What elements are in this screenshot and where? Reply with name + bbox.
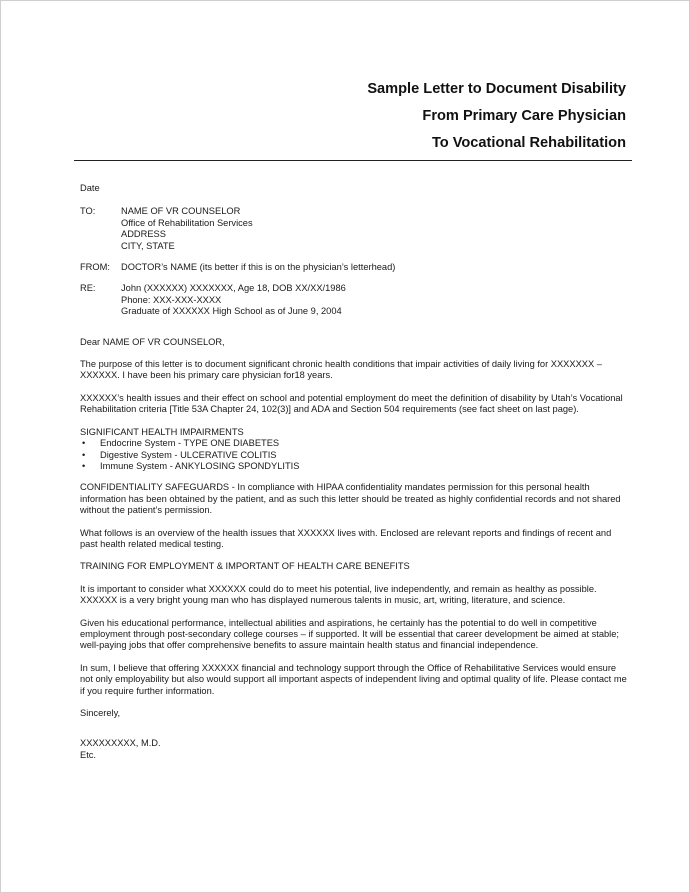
letter-title [367, 76, 626, 157]
given-paragraph: Given his educational performance, intellectual abilities and aspirations, he certainly has the potential to do well in competitive employment through post-secondary college courses – if supported. It will be essential that career development be aimed at stable; well-paying jobs that offer comprehensive benefits to assure maintain health status and financial independence. [80, 617, 620, 651]
title-line-3: To Vocational Rehabilitation [431, 135, 626, 151]
salutation: Dear NAME OF VR COUNSELOR, [80, 336, 225, 347]
closing: Sincerely, [80, 708, 121, 718]
in-sum-paragraph: In sum, I believe that offering XXXXXX financial and technology support through the Office of Rehabilitative Services would ensure not only employability but also would support all important aspects of independent living and optimal quality of life. Please contact me if you require further information. [80, 662, 627, 696]
title-line-1: Sample Letter to Document Disability [367, 81, 626, 97]
impairments-heading: SIGNIFICANT HEALTH IMPAIRMENTS [80, 426, 244, 437]
impairment-text: Immune System - ANKYLOSING SPONDYLITIS [100, 460, 300, 471]
re-line: Phone: XXX-XXX-XXXX [121, 294, 222, 305]
signature-name: XXXXXXXXX, M.D. [80, 738, 161, 749]
title-line-2: From Primary Care Physician [422, 108, 626, 124]
health-issues-paragraph: XXXXXX’s health issues and their effect on school and potential employment do meet the definition of disability by Utah’s Vocational Rehabilitation criteria [Title 53A Chapter 24, 102(3)] and ADA and Section 504 requirements (see fact sheet on last page). [80, 392, 623, 415]
to-label: TO: [80, 206, 96, 217]
list-item [80, 450, 628, 461]
bullet-icon: • [82, 460, 86, 471]
impairment-text: Endocrine System - TYPE ONE DIABETES [100, 438, 280, 449]
bullet-icon: • [82, 438, 86, 449]
re-lines [121, 283, 628, 317]
impairment-text: Digestive System - ULCERATIVE COLITIS [100, 449, 277, 460]
re-line: Graduate of XXXXXX High School as of June 9, 2004 [121, 306, 342, 317]
re-line: John (XXXXXX) XXXXXXX, Age 18, DOB XX/XX/1986 [121, 283, 346, 294]
impairments-list [80, 438, 628, 472]
bullet-icon: • [82, 449, 86, 460]
to-line: NAME OF VR COUNSELOR [121, 206, 241, 217]
from-lines [121, 262, 628, 273]
from-label: FROM: [80, 262, 110, 273]
to-lines [121, 206, 628, 252]
re-block [80, 283, 628, 317]
training-heading: TRAINING FOR EMPLOYMENT & IMPORTANT OF HEALTH CARE BENEFITS [80, 561, 410, 572]
purpose-paragraph: The purpose of this letter is to document significant chronic health conditions that impair activities of daily living for XXXXXXX – XXXXXX. I have been his primary care physician for18 years. [80, 359, 602, 381]
list-item [80, 438, 628, 449]
letter-body [80, 183, 628, 761]
to-block [80, 206, 628, 252]
overview-paragraph: What follows is an overview of the health issues that XXXXXX lives with. Enclosed are relevant reports and findings of recent and past health related medical testing. [80, 527, 612, 549]
from-block [80, 262, 628, 273]
to-line: Office of Rehabilitation Services [121, 217, 253, 228]
signature-etc: Etc. [80, 749, 97, 760]
from-line: DOCTOR’s NAME (its better if this is on the physician’s letterhead) [121, 262, 396, 273]
date-label: Date [80, 183, 100, 193]
list-item [80, 461, 628, 472]
confidentiality-paragraph: CONFIDENTIALITY SAFEGUARDS - In compliance with HIPAA confidentiality mandates permission for this personal health information has been obtained by the patient, and as such this letter should be treated as highly confidential records and not shared without the patient’s permission. [80, 482, 621, 516]
to-line: ADDRESS [121, 229, 166, 240]
important-paragraph: It is important to consider what XXXXXX could do to meet his potential, live independently, and remain as healthy as possible. XXXXXX is a very bright young man who has displayed numerous talents in music, art, writing, literature, and science. [80, 583, 597, 606]
re-label: RE: [80, 283, 96, 294]
to-line: CITY, STATE [121, 240, 175, 251]
title-divider [74, 160, 632, 161]
